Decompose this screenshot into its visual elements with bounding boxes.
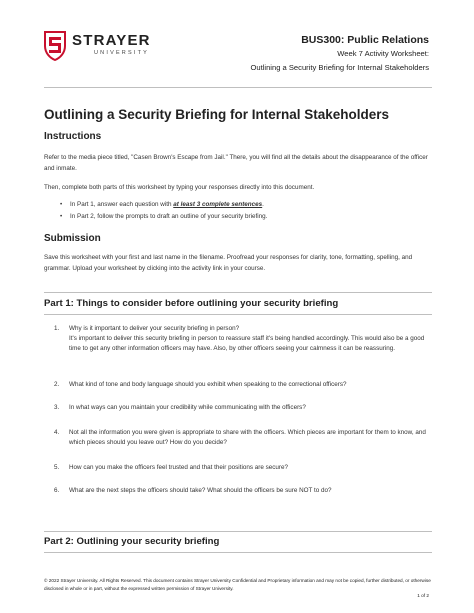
bullet-icon: • [60, 213, 63, 220]
bullet-icon: • [60, 201, 63, 208]
logo-subtext: UNIVERSITY [94, 50, 150, 56]
bullet-text: In Part 2, follow the prompts to draft an outline of your security briefing. [70, 213, 268, 220]
part1-heading: Part 1: Things to consider before outlining your security briefing [44, 298, 339, 309]
document-header [250, 33, 429, 75]
section-divider [44, 531, 432, 532]
logo-wordmark: STRAYER [72, 32, 151, 49]
submission-paragraph: Save this worksheet with your first and last name in the filename. Proofread your responses for clarity, tone, formatting, spelling, and grammar. Upload your worksheet by clicking into the activity link in your course. [44, 254, 413, 272]
submission-heading: Submission [44, 233, 101, 244]
section-divider [44, 292, 432, 293]
question-number: 6. [54, 487, 60, 494]
answer-text[interactable]: It's important to deliver this security briefing in person to reassure staff it's being handled accordingly. This would also be a good time to get any other information officers may have. Also, by other officers seeing your calmness it can be reassuring. [69, 335, 425, 352]
question-text: Why is it important to deliver your security briefing in person? [69, 325, 240, 332]
course-title: BUS300: Public Relations [301, 34, 429, 46]
question-number: 2. [54, 381, 60, 388]
bullet-text-end: . [262, 201, 264, 208]
instructions-paragraph-2: Then, complete both parts of this worksheet by typing your responses directly into this document. [44, 184, 315, 191]
page-number: 1 of 2 [417, 593, 429, 598]
bullet-text: In Part 1, answer each question with [70, 201, 174, 208]
question-number: 4. [54, 429, 60, 436]
question-number: 5. [54, 464, 60, 471]
copyright-footer: © 2022 Strayer University. All Rights Reserved. This document contains Strayer University Confidential and Proprietary information and may not be copied, further distributed, or otherwise disclosed in whole or in part, without the expressed written permission of Strayer University. [44, 578, 431, 591]
part2-heading: Part 2: Outlining your security briefing [44, 536, 220, 547]
question-text: What are the next steps the officers should take? What should the officers be sure NOT to do? [69, 487, 332, 494]
shield-icon [44, 31, 66, 61]
emphasis-text: at least 3 complete sentences [173, 201, 263, 208]
worksheet-subtitle: Outlining a Security Briefing for Internal Stakeholders [250, 63, 429, 72]
section-divider [44, 552, 432, 553]
question-text: What kind of tone and body language should you exhibit when speaking to the correctional officers? [69, 381, 347, 388]
page-title: Outlining a Security Briefing for Internal Stakeholders [44, 107, 390, 122]
section-divider [44, 314, 432, 315]
header-divider [44, 87, 432, 88]
instructions-paragraph-1: Refer to the media piece titled, "Casen Brown's Escape from Jail." There, you will find all the details about the disappearance of the officer and inmate. [44, 154, 428, 172]
instructions-heading: Instructions [44, 131, 102, 142]
question-number: 3. [54, 404, 60, 411]
question-text: Not all the information you were given is appropriate to share with the officers. Which pieces are important for them to know, and which pieces should you leave out? How do you decide? [69, 429, 426, 446]
worksheet-week: Week 7 Activity Worksheet: [337, 49, 429, 58]
question-number: 1. [54, 325, 60, 332]
question-text: How can you make the officers feel trusted and that their positions are secure? [69, 464, 288, 471]
strayer-logo [44, 30, 184, 64]
question-text: In what ways can you maintain your credibility while communicating with the officers? [69, 404, 306, 411]
